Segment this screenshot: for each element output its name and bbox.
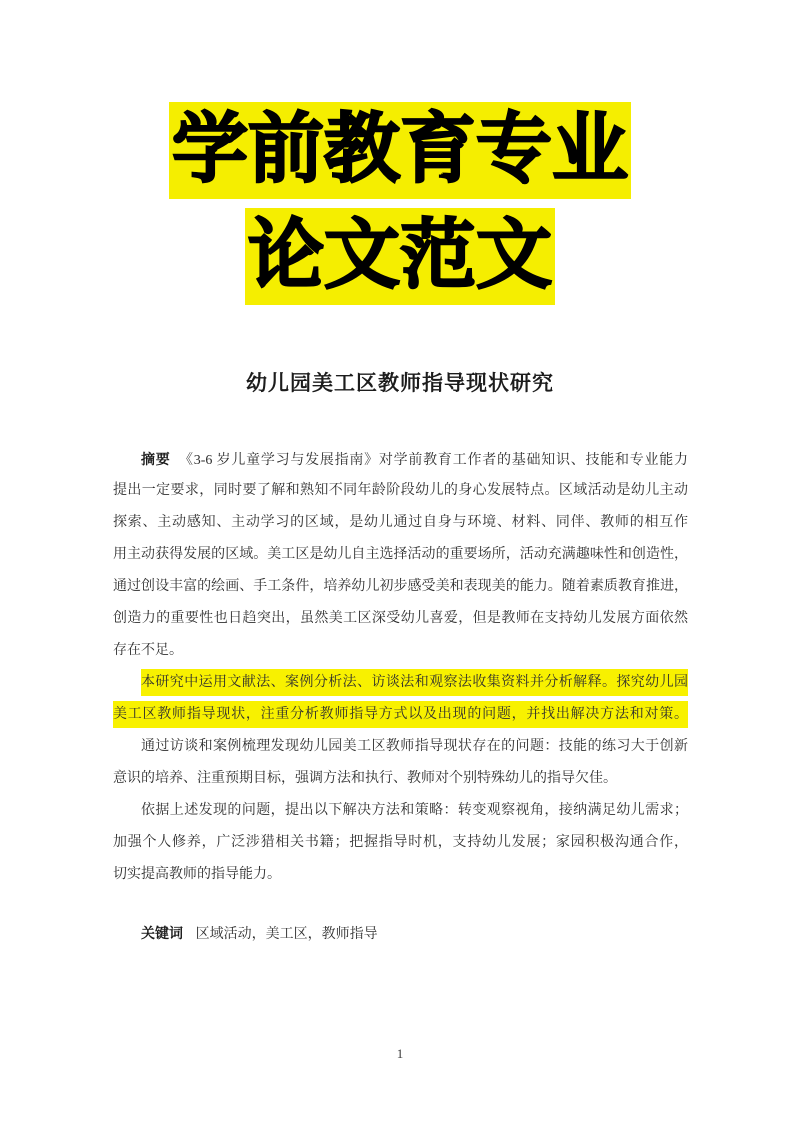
abstract-line: 加强个人修养，广泛涉猎相关书籍；把握指导时机，支持幼儿发展；家园积极沟通合作，: [113, 835, 688, 850]
abstract-body: [113, 443, 688, 891]
abstract-line: 用主动获得发展的区域。美工区是幼儿自主选择活动的重要场所，活动充满趣味性和创造性，: [113, 547, 688, 562]
keywords-text: 区域活动，美工区，教师指导: [195, 927, 378, 942]
abstract-line: 依据上述发现的问题，提出以下解决方法和策略：转变观察视角，接纳满足幼儿需求；: [141, 803, 688, 818]
abstract-line: 意识的培养、注重预期目标，强调方法和执行、教师对个别特殊幼儿的指导欠佳。: [113, 771, 617, 786]
banner: [0, 0, 800, 305]
highlighted-line: [113, 699, 688, 731]
keywords-row: [113, 917, 688, 951]
highlighted-line: [113, 667, 688, 699]
banner-line-1: 学前教育专业: [169, 102, 631, 199]
abstract-line: 切实提高教师的指导能力。: [113, 867, 281, 882]
abstract-line: 存在不足。: [113, 643, 183, 658]
highlight-mark: 美工区教师指导现状，注重分析教师指导方式以及出现的问题，并找出解决方法和对策。: [113, 701, 688, 728]
abstract-line: [113, 443, 688, 475]
highlight-mark: 本研究中运用文献法、案例分析法、访谈法和观察法收集资料并分析解释。探究幼儿园: [141, 669, 688, 696]
abstract-line: 提出一定要求，同时要了解和熟知不同年龄阶段幼儿的身心发展特点。区域活动是幼儿主动: [113, 483, 688, 498]
article-title: 幼儿园美工区教师指导现状研究: [246, 372, 554, 395]
page-number: 1: [396, 1046, 404, 1061]
abstract-line: 通过创设丰富的绘画、手工条件，培养幼儿初步感受美和表现美的能力。随着素质教育推进，: [113, 579, 688, 594]
banner-line-2: 论文范文: [245, 208, 555, 305]
abstract-line: 通过访谈和案例梳理发现幼儿园美工区教师指导现状存在的问题：技能的练习大于创新: [141, 739, 688, 754]
abstract-line-text: 《3-6 岁儿童学习与发展指南》对学前教育工作者的基础知识、技能和专业能力: [178, 453, 688, 468]
keywords-label: 关键词: [141, 925, 183, 941]
abstract-line: 探索、主动感知、主动学习的区域，是幼儿通过自身与环境、材料、同伴、教师的相互作: [113, 515, 688, 530]
abstract-label: 摘要: [141, 451, 171, 467]
abstract-line: 创造力的重要性也日趋突出，虽然美工区深受幼儿喜爱，但是教师在支持幼儿发展方面依然: [113, 611, 688, 626]
